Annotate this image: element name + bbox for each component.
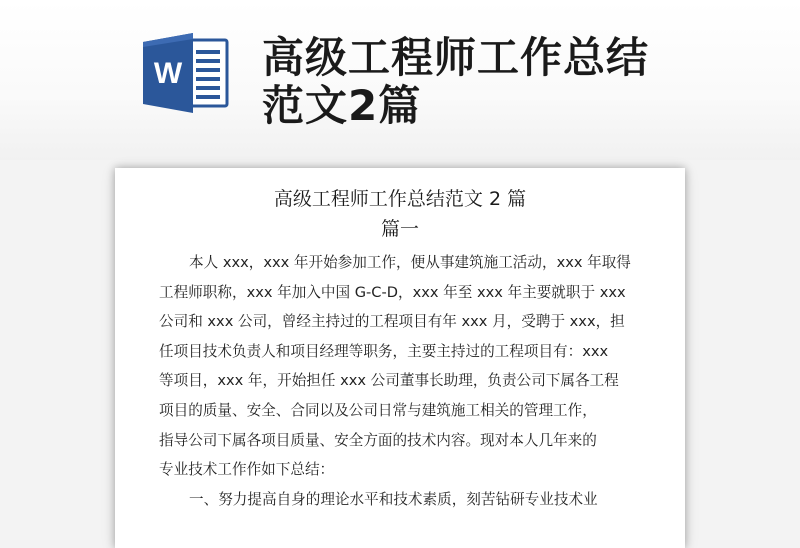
body-line: 任项目技术负责人和项目经理等职务，主要主持过的工程项目有：xxx xyxy=(159,342,609,360)
header-banner xyxy=(0,0,800,160)
document-subtitle: 篇一 xyxy=(380,218,419,240)
document-body xyxy=(159,248,643,514)
body-line: 项目的质量、安全、合同以及公司日常与建筑施工相关的管理工作， xyxy=(159,401,597,419)
banner-title-line-2: 范文2篇 xyxy=(262,81,422,130)
body-line: 指导公司下属各项目质量、安全方面的技术内容。现对本人几年来的 xyxy=(159,431,597,449)
banner-title-line-1: 高级工程师工作总结 xyxy=(262,33,650,82)
document-page xyxy=(115,168,685,548)
word-icon-letter: W xyxy=(153,57,183,90)
body-line: 专业技术工作作如下总结： xyxy=(159,461,335,479)
body-line: 工程师职称，xxx 年加入中国 G-C-D，xxx 年至 xxx 年主要就职于 xxx xyxy=(159,283,626,301)
banner-title xyxy=(262,34,782,130)
body-line: 公司和 xxx 公司，曾经主持过的工程项目有年 xxx 月，受聘于 xxx，担 xyxy=(159,313,625,331)
body-line: 本人 xxx，xxx 年开始参加工作，便从事建筑施工活动，xxx 年取得 xyxy=(189,254,631,271)
document-title: 高级工程师工作总结范文 2 篇 xyxy=(273,188,527,210)
word-document-icon xyxy=(141,33,231,113)
body-line: 等项目，xxx 年，开始担任 xxx 公司董事长助理，负责公司下属各工程 xyxy=(159,372,619,390)
body-line: 一、努力提高自身的理论水平和技术素质，刻苦钻研专业技术业 xyxy=(189,490,598,508)
